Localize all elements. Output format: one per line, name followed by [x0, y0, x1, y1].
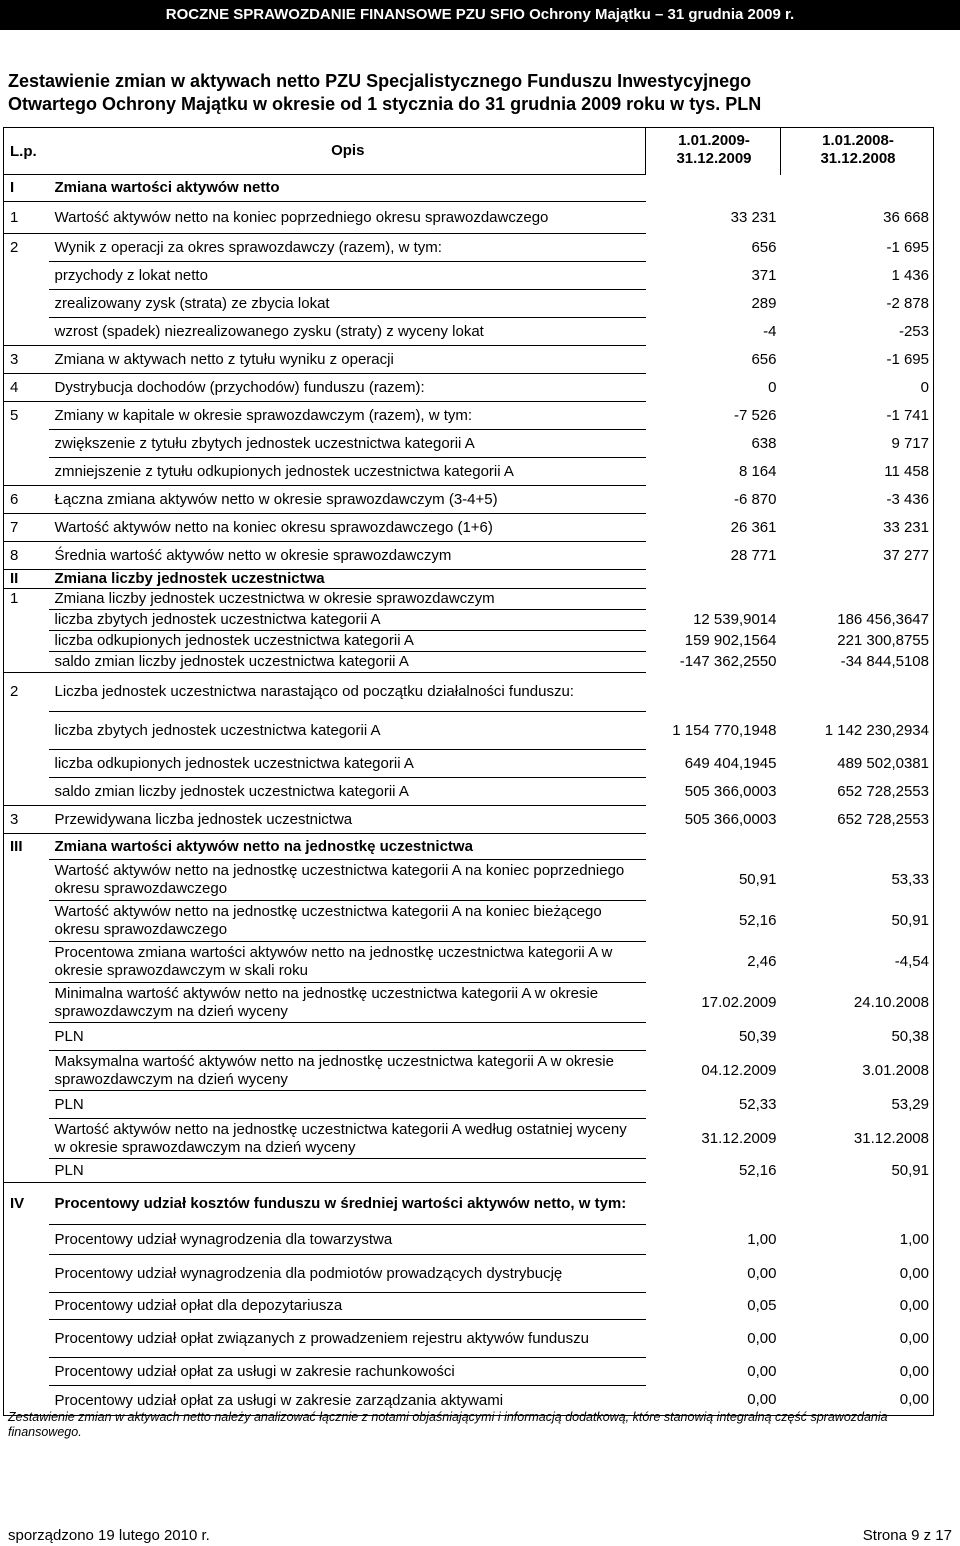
row-description: saldo zmian liczby jednostek uczestnictwa kategorii A [49, 778, 646, 806]
row-lp: 3 [4, 806, 49, 834]
table-row [4, 942, 934, 983]
row-description: Łączna zmiana aktywów netto w okresie sprawozdawczym (3-4+5) [49, 486, 646, 514]
row-value-2008 [781, 570, 934, 589]
row-lp [4, 652, 49, 673]
row-description: Średnia wartość aktywów netto w okresie sprawozdawczym [49, 542, 646, 570]
page-header: ROCZNE SPRAWOZDANIE FINANSOWE PZU SFIO Ochrony Majątku – 31 grudnia 2009 r. [0, 0, 960, 30]
row-lp [4, 1119, 49, 1159]
row-value-2008: 0,00 [781, 1255, 934, 1293]
row-lp: I [4, 175, 49, 202]
row-lp [4, 1159, 49, 1183]
table-row [4, 1320, 934, 1358]
row-description: Zmiana w aktywach netto z tytułu wyniku z operacji [49, 346, 646, 374]
row-lp [4, 1255, 49, 1293]
table-row [4, 1119, 934, 1159]
row-value-2008: 50,91 [781, 1159, 934, 1183]
row-description: Wartość aktywów netto na jednostkę uczestnictwa kategorii A na koniec bieżącego okresu sprawozdawczego [49, 901, 646, 942]
row-lp: 2 [4, 234, 49, 262]
row-lp [4, 860, 49, 901]
row-lp [4, 901, 49, 942]
row-lp [4, 1320, 49, 1358]
row-description: Wartość aktywów netto na koniec okresu sprawozdawczego (1+6) [49, 514, 646, 542]
row-value-2008: 50,38 [781, 1023, 934, 1051]
table-row [4, 983, 934, 1023]
table-row [4, 1183, 934, 1225]
row-value-2009: 0,00 [747, 1329, 777, 1347]
row-value-2009: 31.12.2009 [701, 1129, 777, 1147]
row-lp: 7 [4, 514, 49, 542]
row-value-2009: 0,05 [747, 1297, 777, 1314]
table-row [4, 374, 934, 402]
table-row [4, 1051, 934, 1091]
table-row [4, 346, 934, 374]
row-value-2008: 53,29 [781, 1091, 934, 1119]
row-value-2008: 31.12.2008 [781, 1119, 934, 1159]
table-row [4, 262, 934, 290]
row-value-2009: 26 361 [730, 518, 777, 536]
row-value-2008: 652 728,2553 [781, 778, 934, 806]
row-value-2008: 0 [781, 374, 934, 402]
row-value-2008 [781, 673, 934, 712]
row-lp [4, 610, 49, 631]
row-lp: 8 [4, 542, 49, 570]
row-description: wzrost (spadek) niezrealizowanego zysku (straty) z wyceny lokat [49, 318, 646, 346]
row-lp: 3 [4, 346, 49, 374]
table-row [4, 1255, 934, 1293]
row-description: PLN [49, 1023, 646, 1051]
table-row [4, 570, 934, 589]
row-description: PLN [49, 1159, 646, 1183]
row-value-2009: -4 [763, 322, 777, 340]
row-description: Procentowy udział opłat za usługi w zakresie zarządzania aktywami [49, 1386, 646, 1416]
row-lp: 5 [4, 402, 49, 430]
table-row [4, 652, 934, 673]
row-value-2008: 0,00 [781, 1320, 934, 1358]
row-description: Procentowy udział opłat za usługi w zakresie rachunkowości [49, 1358, 646, 1386]
row-value-2009: -6 870 [733, 490, 777, 508]
page-number: Strona 9 z 17 [862, 1527, 952, 1544]
table-row [4, 901, 934, 942]
table-row [4, 1358, 934, 1386]
row-value-2008 [781, 589, 934, 610]
row-description: Procentowy udział opłat dla depozytariusza [49, 1293, 646, 1320]
title-line-1: Zestawienie zmian w aktywach netto PZU Specjalistycznego Funduszu Inwestycyjnego [8, 71, 752, 91]
row-value-2009: 505 366,0003 [684, 810, 777, 828]
row-description: Wartość aktywów netto na jednostkę uczestnictwa kategorii A według ostatniej wyceny w okresie sprawozdawczym na dzień wyceny [49, 1119, 646, 1159]
row-description: zwiększenie z tytułu zbytych jednostek uczestnictwa kategorii A [49, 430, 646, 458]
header-period-2008: 1.01.2008- 31.12.2008 [781, 128, 934, 175]
row-value-2008: -2 878 [781, 290, 934, 318]
table-row [4, 778, 934, 806]
table-row [4, 834, 934, 860]
table-row [4, 486, 934, 514]
row-value-2009: 371 [751, 266, 777, 284]
row-value-2008: 9 717 [781, 430, 934, 458]
row-value-2009: 0,00 [646, 1386, 781, 1416]
row-value-2008: 24.10.2008 [781, 983, 934, 1023]
prepared-date: sporządzono 19 lutego 2010 r. [8, 1527, 210, 1544]
row-lp [4, 1091, 49, 1119]
row-description: Procentowa zmiana wartości aktywów netto na jednostkę uczestnictwa kategorii A w okresie sprawozdawczym w skali roku [49, 942, 646, 983]
row-description: Procentowy udział opłat związanych z prowadzeniem rejestru aktywów funduszu [49, 1320, 646, 1358]
row-value-2008 [781, 1183, 934, 1225]
row-lp: IV [4, 1183, 49, 1225]
table-row [4, 1293, 934, 1320]
net-assets-changes-table [3, 127, 934, 1416]
row-description: Procentowy udział kosztów funduszu w średniej wartości aktywów netto, w tym: [49, 1183, 646, 1225]
row-value-2009: 656 [751, 350, 777, 368]
table-row [4, 234, 934, 262]
row-value-2009 [646, 834, 781, 860]
row-value-2008: 36 668 [781, 202, 934, 234]
row-description: Zmiana liczby jednostek uczestnictwa [49, 570, 646, 589]
row-value-2008: 1 436 [781, 262, 934, 290]
table-row [4, 750, 934, 778]
title-line-2: Otwartego Ochrony Majątku w okresie od 1 stycznia do 31 grudnia 2009 roku w tys. PLN [8, 94, 762, 114]
table-row [4, 712, 934, 750]
row-description: Przewidywana liczba jednostek uczestnictwa [49, 806, 646, 834]
row-lp: 6 [4, 486, 49, 514]
row-lp [4, 983, 49, 1023]
row-value-2009: 638 [751, 434, 777, 452]
header-opis: Opis [49, 128, 646, 175]
row-description: Wartość aktywów netto na jednostkę uczestnictwa kategorii A na koniec poprzedniego okresu sprawozdawczego [49, 860, 646, 901]
header-period-2009: 1.01.2009- 31.12.2009 [646, 128, 781, 175]
row-value-2008: -34 844,5108 [781, 652, 934, 673]
row-description: liczba odkupionych jednostek uczestnictwa kategorii A [49, 631, 646, 652]
row-value-2008: -1 695 [781, 234, 934, 262]
page-title [8, 70, 953, 116]
row-value-2008: 652 728,2553 [781, 806, 934, 834]
table-row [4, 202, 934, 234]
row-value-2009: 656 [751, 238, 777, 256]
row-value-2009: 52,33 [738, 1095, 777, 1113]
row-description: Minimalna wartość aktywów netto na jednostkę uczestnictwa kategorii A w okresie sprawozdawczym na dzień wyceny [49, 983, 646, 1023]
row-value-2008: 3.01.2008 [781, 1051, 934, 1091]
table-row [4, 402, 934, 430]
row-description: Zmiana liczby jednostek uczestnictwa w okresie sprawozdawczym [49, 589, 646, 610]
row-lp [4, 631, 49, 652]
row-value-2009: 0,00 [747, 1264, 777, 1282]
row-value-2009: 289 [751, 294, 777, 312]
table-row [4, 542, 934, 570]
row-value-2009: 50,39 [738, 1027, 777, 1045]
row-description: Dystrybucja dochodów (przychodów) funduszu (razem): [49, 374, 646, 402]
row-description: saldo zmian liczby jednostek uczestnictwa kategorii A [49, 652, 646, 673]
table-row [4, 1091, 934, 1119]
row-value-2009: 28 771 [730, 546, 777, 564]
row-description: PLN [49, 1091, 646, 1119]
row-lp [4, 1293, 49, 1320]
row-value-2008: 186 456,3647 [781, 610, 934, 631]
row-value-2008: 33 231 [781, 514, 934, 542]
table-row [4, 860, 934, 901]
row-value-2009: 649 404,1945 [684, 754, 777, 772]
row-value-2009: 33 231 [730, 208, 777, 226]
row-description: Liczba jednostek uczestnictwa narastająco od początku działalności funduszu: [49, 673, 646, 712]
row-value-2008: 37 277 [781, 542, 934, 570]
row-description: Maksymalna wartość aktywów netto na jednostkę uczestnictwa kategorii A w okresie sprawozdawczym na dzień wyceny [49, 1051, 646, 1091]
table-row [4, 514, 934, 542]
row-value-2009 [646, 570, 781, 589]
row-description: liczba odkupionych jednostek uczestnictwa kategorii A [49, 750, 646, 778]
table-row [4, 458, 934, 486]
row-lp: 1 [4, 589, 49, 610]
row-lp [4, 1225, 49, 1255]
row-value-2009: 0 [768, 378, 777, 396]
row-value-2009: 159 902,1564 [684, 632, 777, 649]
row-description: Zmiana wartości aktywów netto na jednostkę uczestnictwa [49, 834, 646, 860]
table-row [4, 589, 934, 610]
row-description: Zmiana wartości aktywów netto [49, 175, 646, 202]
row-value-2009: 1 154 770,1948 [672, 721, 777, 739]
row-value-2009: 50,91 [738, 871, 777, 888]
row-value-2008 [781, 175, 934, 202]
row-lp [4, 430, 49, 458]
row-description: zmniejszenie z tytułu odkupionych jednostek uczestnictwa kategorii A [49, 458, 646, 486]
row-value-2008: -4,54 [781, 942, 934, 983]
row-description: Wartość aktywów netto na koniec poprzedniego okresu sprawozdawczego [49, 202, 646, 234]
row-lp [4, 942, 49, 983]
row-value-2009 [646, 673, 781, 712]
table-row [4, 1023, 934, 1051]
table-row [4, 430, 934, 458]
row-value-2009 [646, 1183, 781, 1225]
row-value-2009: 52,16 [738, 1161, 777, 1179]
row-value-2009 [646, 175, 781, 202]
row-description: Procentowy udział wynagrodzenia dla podmiotów prowadzących dystrybucję [49, 1255, 646, 1293]
row-value-2009: 04.12.2009 [701, 1061, 777, 1079]
row-lp [4, 1358, 49, 1386]
table-row [4, 610, 934, 631]
row-lp [4, 1051, 49, 1091]
row-description: przychody z lokat netto [49, 262, 646, 290]
row-lp [4, 318, 49, 346]
table-row [4, 1159, 934, 1183]
row-value-2008: 50,91 [781, 901, 934, 942]
row-lp [4, 458, 49, 486]
row-description: zrealizowany zysk (strata) ze zbycia lokat [49, 290, 646, 318]
row-value-2008: 1 142 230,2934 [781, 712, 934, 750]
row-lp: 4 [4, 374, 49, 402]
row-value-2008: -1 695 [781, 346, 934, 374]
row-value-2008: 1,00 [781, 1225, 934, 1255]
table-row [4, 1225, 934, 1255]
row-value-2009: 52,16 [738, 912, 777, 929]
row-lp [4, 778, 49, 806]
row-value-2008: 489 502,0381 [781, 750, 934, 778]
row-lp: III [4, 834, 49, 860]
table-row [4, 806, 934, 834]
row-value-2008: 0,00 [781, 1358, 934, 1386]
row-value-2009: 2,46 [747, 953, 777, 970]
row-lp [4, 290, 49, 318]
row-value-2009: 505 366,0003 [684, 782, 777, 800]
row-value-2009: 12 539,9014 [693, 611, 777, 628]
row-lp: 2 [4, 673, 49, 712]
row-value-2008: 11 458 [781, 458, 934, 486]
row-lp [4, 1023, 49, 1051]
footnote: Zestawienie zmian w aktywach netto należy analizować łącznie z notami objaśniającymi i informacją dodatkową, które stanowią integralną część sprawozdania finansowego. [8, 1410, 888, 1439]
row-description: Wynik z operacji za okres sprawozdawczy (razem), w tym: [49, 234, 646, 262]
row-value-2009: 0,00 [747, 1362, 777, 1380]
row-description: liczba zbytych jednostek uczestnictwa kategorii A [49, 610, 646, 631]
row-description: Procentowy udział wynagrodzenia dla towarzystwa [49, 1225, 646, 1255]
row-value-2009 [646, 589, 781, 610]
row-lp: 1 [4, 202, 49, 234]
row-description: Zmiany w kapitale w okresie sprawozdawczym (razem), w tym: [49, 402, 646, 430]
row-value-2008: -253 [781, 318, 934, 346]
table-row [4, 290, 934, 318]
row-value-2008 [781, 834, 934, 860]
table-row [4, 175, 934, 202]
row-value-2008: -1 741 [781, 402, 934, 430]
row-value-2009: -7 526 [733, 406, 777, 424]
table-row [4, 631, 934, 652]
row-value-2008: 221 300,8755 [781, 631, 934, 652]
row-lp [4, 750, 49, 778]
row-value-2009: -147 362,2550 [679, 653, 777, 670]
header-lp: L.p. [4, 128, 49, 175]
row-value-2009: 17.02.2009 [701, 993, 777, 1011]
row-lp [4, 712, 49, 750]
row-value-2008: 0,00 [781, 1386, 934, 1416]
row-lp [4, 262, 49, 290]
row-value-2008: -3 436 [781, 486, 934, 514]
row-value-2008: 53,33 [781, 860, 934, 901]
table-header-row [4, 128, 934, 175]
row-lp: II [4, 570, 49, 589]
row-value-2009: 1,00 [747, 1230, 777, 1248]
row-value-2008: 0,00 [781, 1293, 934, 1320]
row-description: liczba zbytych jednostek uczestnictwa kategorii A [49, 712, 646, 750]
table-row [4, 318, 934, 346]
table-row [4, 673, 934, 712]
row-value-2009: 8 164 [738, 462, 777, 480]
